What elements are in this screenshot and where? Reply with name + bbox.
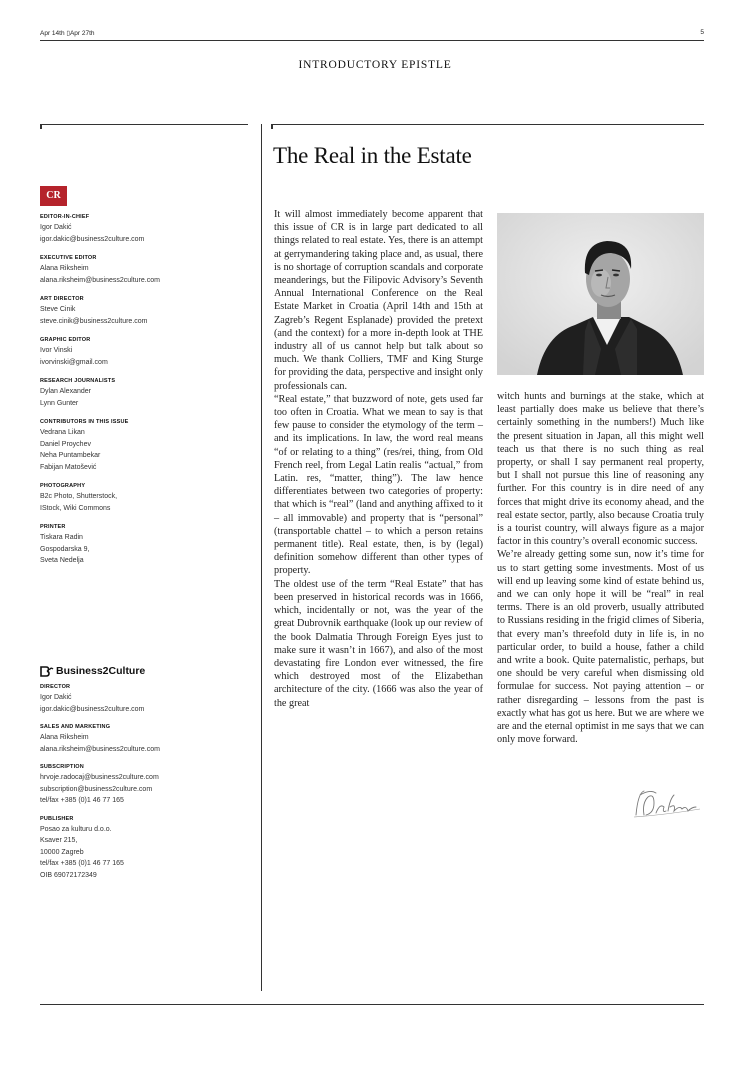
masthead-group — [40, 683, 160, 715]
cr-logo: CR — [40, 186, 67, 206]
masthead-line: igor.dakic@business2culture.com — [40, 705, 145, 713]
running-header — [40, 0, 704, 41]
sidebar-rule-tick — [40, 124, 42, 129]
masthead-role-heading: PUBLISHER — [40, 815, 74, 822]
masthead-role-heading: ART DIRECTOR — [40, 296, 84, 302]
masthead-group — [40, 254, 250, 286]
masthead-group — [40, 815, 160, 882]
article-paragraph: “Real estate,” that buzzword of note, gets used far too often in Croatia. What we mean to say is that few pause to consider the etymology of the term – and its implications. In law, the word real means “of or relating to a thing” (res/rei, thing, from Old French reel, from Legal Latin realis “actual,” from Latin. res, “matter, thing”). The law hence differentiates between two categories of property: that which is “real” (land and anything affixed to it – all immovable) and property that is “personal” (transportable chattel – to which a person retains permanent title). Real estate, then, is by (legal) definition somehow different than other types of property. — [274, 393, 483, 577]
masthead-line: ivorvinski@gmail.com — [40, 358, 108, 366]
masthead-role-heading: RESEARCH JOURNALISTS — [40, 378, 116, 384]
masthead-line: Gospodarska 9, — [40, 545, 90, 553]
masthead-role-heading: SALES AND MARKETING — [40, 724, 111, 730]
masthead-line: Ksaver 215, — [40, 837, 78, 844]
masthead-line: Sveta Nedelja — [40, 557, 84, 564]
footer-rule — [40, 1004, 704, 1005]
masthead-group — [40, 418, 250, 473]
article-column-1 — [274, 208, 483, 710]
masthead-groups — [40, 213, 250, 567]
masthead-line: Igor Dakić — [40, 224, 72, 231]
issue-dates: Apr 14th ▯Apr 27th — [40, 30, 95, 37]
article-column-2 — [497, 390, 704, 746]
author-portrait-photo — [497, 213, 704, 375]
masthead-line: Daniel Proychev — [40, 440, 91, 448]
article-rule-tick — [271, 124, 273, 129]
masthead-line: Dylan Alexander — [40, 388, 91, 395]
masthead-role-heading: EXECUTIVE EDITOR — [40, 255, 97, 261]
masthead-role-heading: EDITOR-IN-CHIEF — [40, 214, 90, 220]
masthead-line: Fabijan Matošević — [40, 463, 97, 471]
masthead-line: Igor Dakić — [40, 694, 72, 701]
column-divider — [261, 124, 262, 991]
masthead-role-heading: GRAPHIC EDITOR — [40, 337, 91, 343]
masthead-group — [40, 213, 250, 245]
masthead-role-heading: PHOTOGRAPHY — [40, 483, 86, 489]
masthead-line: igor.dakic@business2culture.com — [40, 235, 145, 243]
masthead-line: tel/fax +385 (0)1 46 77 165 — [40, 860, 124, 867]
business2culture-logo — [40, 665, 160, 677]
masthead-group — [40, 377, 250, 409]
masthead-role-heading: DIRECTOR — [40, 684, 71, 690]
sidebar-top-rule — [40, 124, 248, 125]
editor-signature — [630, 785, 710, 825]
business2culture-wordmark: Business2Culture — [56, 665, 146, 677]
masthead-role-heading: SUBSCRIPTION — [40, 764, 84, 770]
masthead-line: steve.cinik@business2culture.com — [40, 317, 148, 325]
b2c-icon — [40, 665, 54, 677]
masthead-group — [40, 482, 250, 514]
article-paragraph: The oldest use of the term “Real Estate” that has been preserved in historical records was in 1666, which, incidentally or not, was the year of the great Dubrovnik earthquake (look up our review of the book Dalmatia Through Foreign Eyes just to make sure it wasn’t in 1667), and also of the most devastating fire London ever witnessed, the fire which destroyed most of the Elizabethan architecture of the city. (1666 was also the year of the great — [274, 578, 483, 709]
masthead-line: OIB 69072172349 — [40, 871, 97, 879]
masthead-line: Posao za kulturu d.o.o. — [40, 825, 112, 833]
masthead-line: 10000 Zagreb — [40, 848, 84, 856]
article-title: The Real in the Estate — [273, 143, 472, 168]
masthead-line: tel/fax +385 (0)1 46 77 165 — [40, 797, 124, 804]
article-paragraph: It will almost immediately become apparent that this issue of CR is in large part dedicated to all things related to real estate. Yes, there is an attempt at gerrymandering taking place and, as usual, there is no shortage of corruption scandals and corporate meanderings, but the Filipovic Advisory’s Seventh Annual International Conference on the Real Estate Market in Croatia (April 14th and 15th at Zagreb’s Regent Esplanade) provided the pretext (and the context) for a more in-depth look at THE industry all of us cannot help but talk about so much. We thank Colliers, TMF and King Sturge for providing the data, perspective and insight only professionals can. — [274, 209, 483, 392]
masthead-group — [40, 723, 160, 755]
masthead-line: Neha Puntambekar — [40, 452, 101, 459]
masthead-line: IStock, Wiki Commons — [40, 504, 111, 512]
masthead — [40, 186, 250, 567]
publisher-groups — [40, 683, 160, 881]
masthead-line: Vedrana Likan — [40, 429, 85, 436]
page-number: 5 — [700, 29, 704, 36]
masthead-role-heading: PRINTER — [40, 524, 66, 530]
masthead-line: subscription@business2culture.com — [40, 785, 153, 793]
masthead-group — [40, 763, 160, 807]
masthead-line: B2c Photo, Shutterstock, — [40, 493, 118, 500]
masthead-line: Steve Cinik — [40, 306, 76, 313]
masthead-group — [40, 295, 250, 327]
masthead-line: Alana Riksheim — [40, 265, 89, 272]
article-paragraph: witch hunts and burnings at the stake, which at least partially does make us believe that there’s certainly something in the numbers!) Much like the present situation in Japan, all this might well teach us that there is no such thing as real property, or shall I say permanent real property, but I shall not pursue this line of reasoning any further. For this country is in dire need of any forces that might drive its economy ahead, and the real estate sector, partly, also because Croatia truly is a tourist country, will always figure as a major factor in this country’s overall economic success. — [497, 391, 704, 548]
masthead-line: alana.riksheim@business2culture.com — [40, 745, 160, 753]
masthead-line: Lynn Gunter — [40, 399, 79, 407]
masthead-role-heading: CONTRIBUTORS IN THIS ISSUE — [40, 419, 129, 425]
masthead-line: alana.riksheim@business2culture.com — [40, 276, 160, 284]
section-title: INTRODUCTORY EPISTLE — [298, 59, 452, 71]
publisher-block — [40, 665, 160, 881]
masthead-line: Alana Riksheim — [40, 734, 89, 741]
masthead-group — [40, 523, 250, 567]
masthead-line: Tiskara Radin — [40, 534, 83, 541]
article-paragraph: We’re already getting some sun, now it’s time for us to start getting some investments. Most of us will end up leaving some kind of estate behind us, and we can only hope it will be “real” in real terms. There is an old proverb, usually attributed to Russians residing in the frigid climes of Siberia, that every man’s threefold duty in life is, in no particular order, to build a house, father a child and write a book. Quite paternalistic, perhaps, but one should be very careful when dismissing old formulae for success. Not paying attention – or rather disregarding – lessons from the past is exactly what has got us here. But we are where we are and the eternal optimist in me says that we can only move forward. — [497, 549, 704, 746]
masthead-line: Ivor Vinski — [40, 347, 73, 354]
masthead-group — [40, 336, 250, 368]
article-top-rule — [271, 124, 704, 125]
masthead-line: hrvoje.radocaj@business2culture.com — [40, 774, 159, 781]
